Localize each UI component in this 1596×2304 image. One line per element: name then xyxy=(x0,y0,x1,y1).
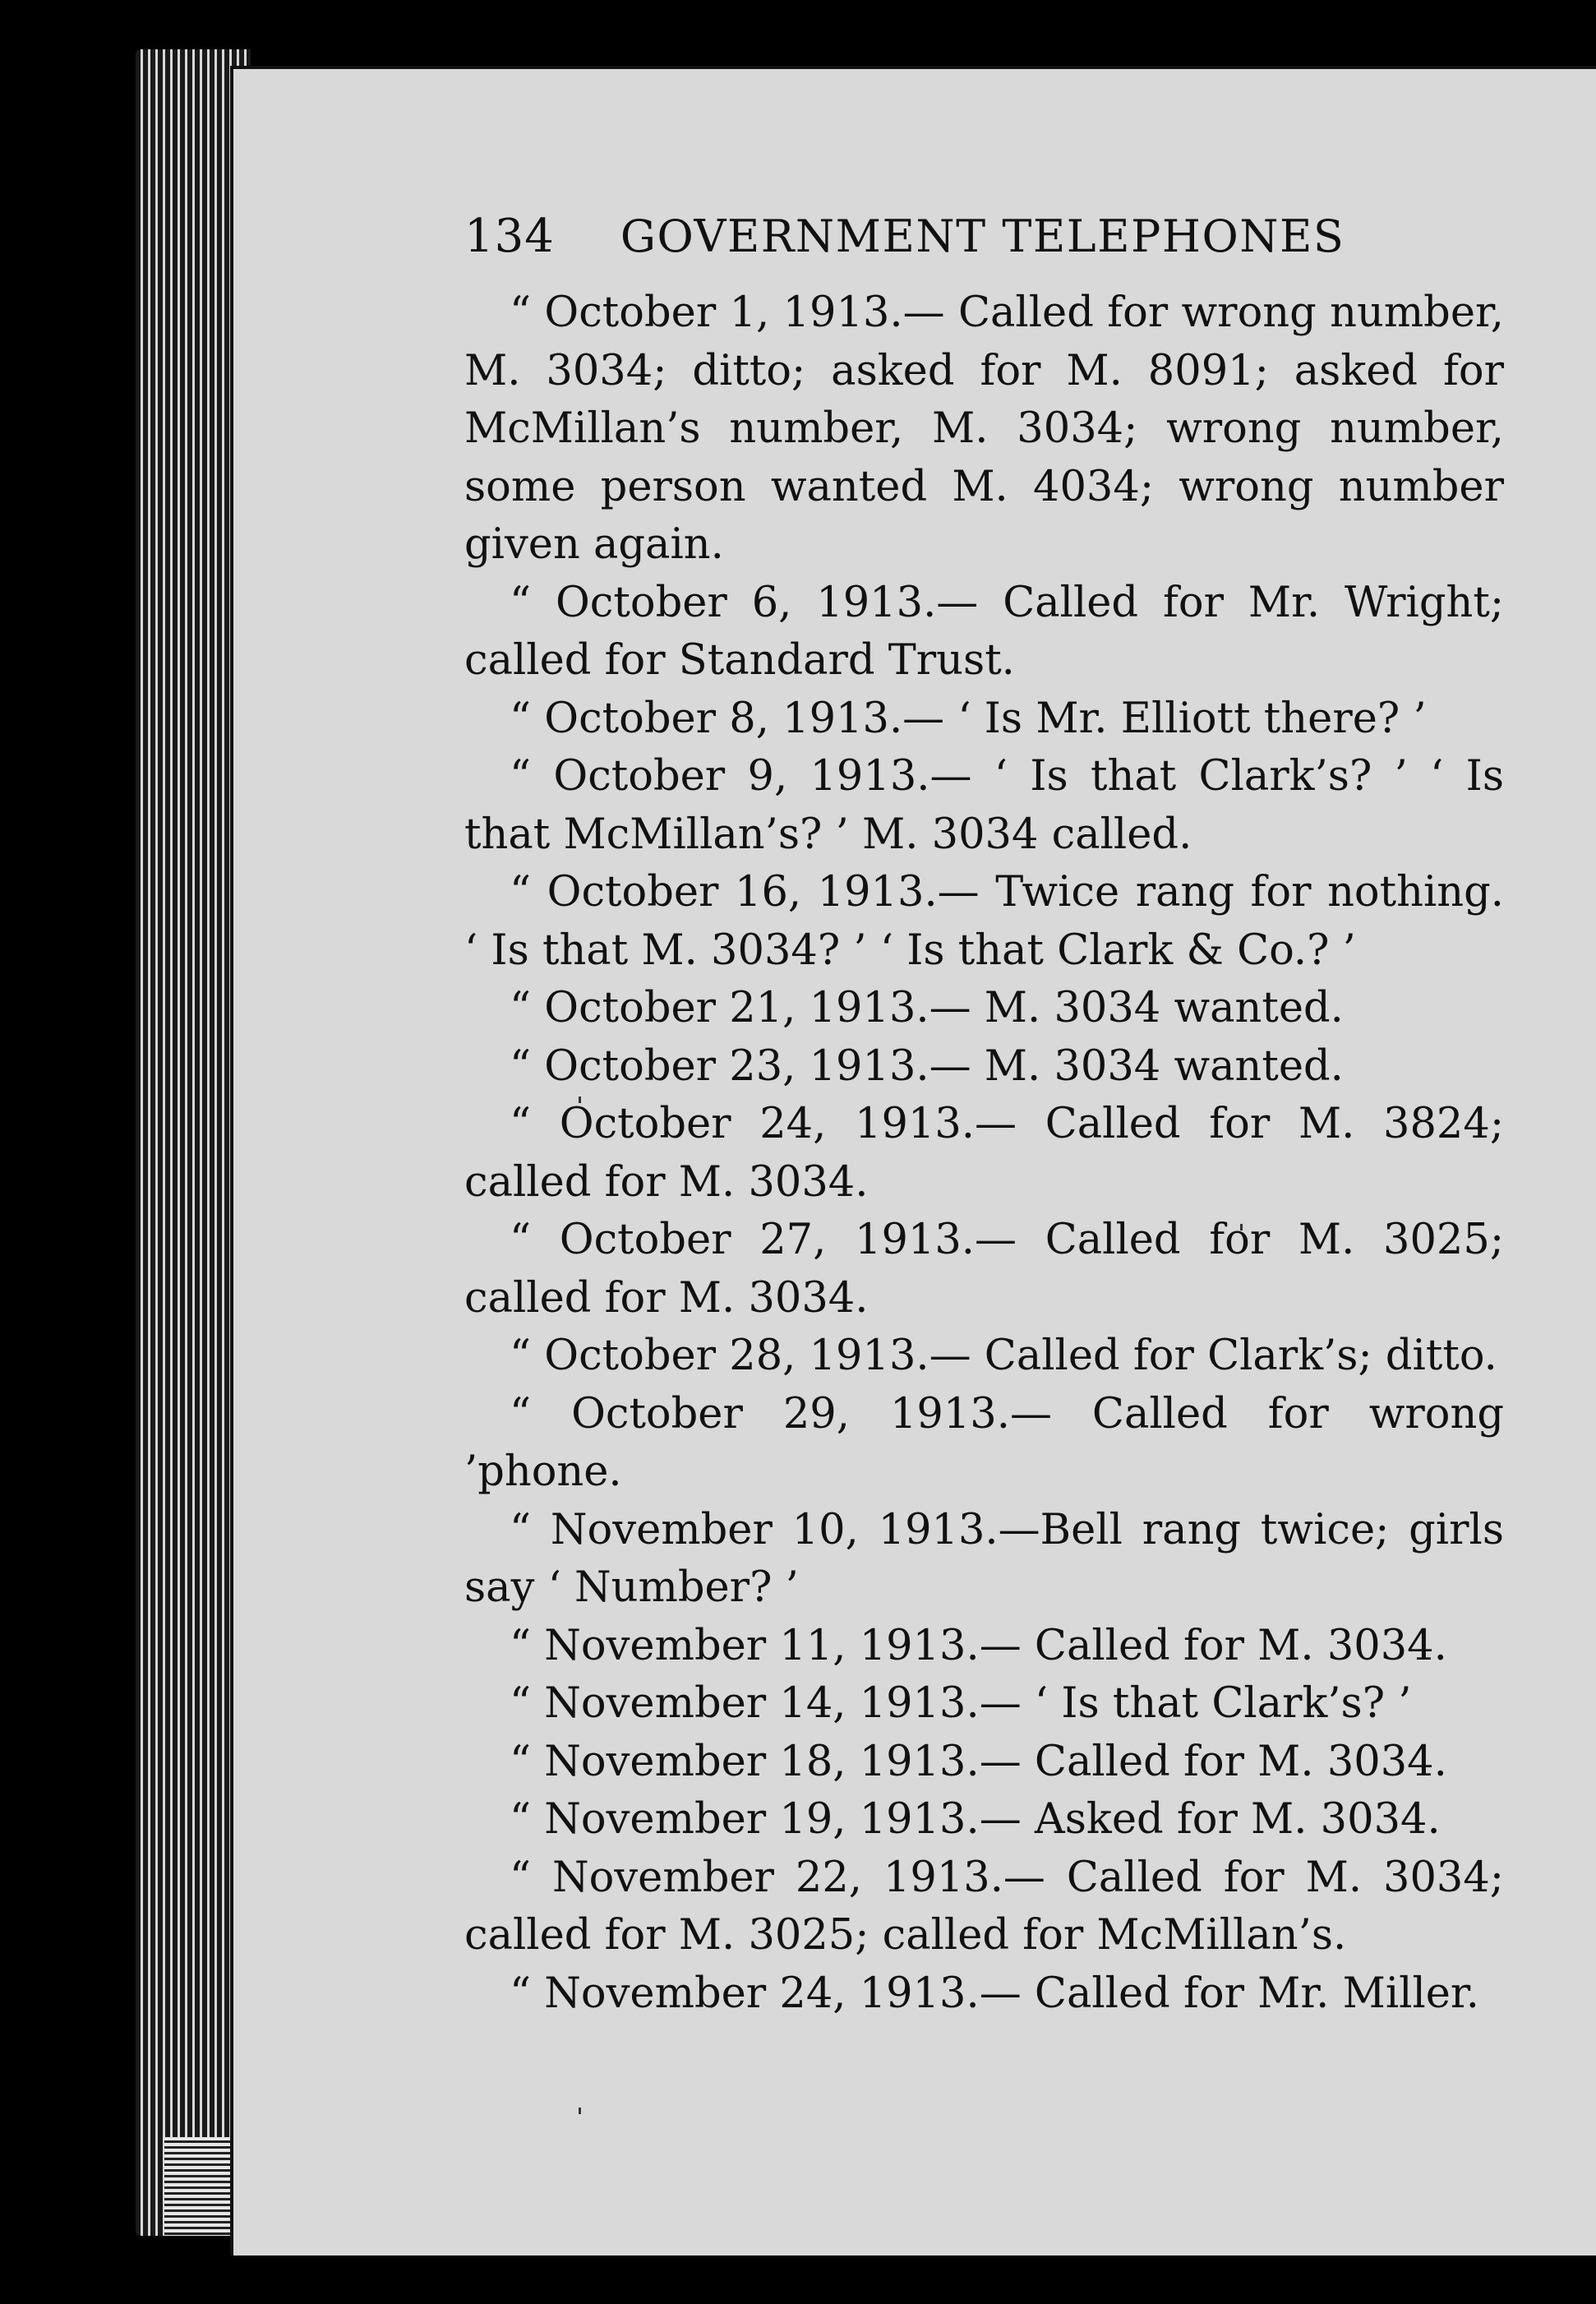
log-entry: “ October 29, 1913.— Called for wrong ’phone. xyxy=(464,1389,1504,1496)
log-entry: “ November 14, 1913.— ‘ Is that Clark’s? ’ xyxy=(510,1679,1412,1728)
log-entry: “ October 21, 1913.— M. 3034 wanted. xyxy=(510,984,1344,1032)
page-number: 134 xyxy=(464,210,555,263)
log-entry: “ October 8, 1913.— ‘ Is Mr. Elliott there? ’ xyxy=(510,694,1427,743)
log-entry: “ November 18, 1913.— Called for M. 3034. xyxy=(510,1737,1447,1786)
log-entry: “ October 6, 1913.— Called for Mr. Wright; called for Standard Trust. xyxy=(464,578,1504,685)
log-entry: “ October 23, 1913.— M. 3034 wanted. xyxy=(510,1041,1344,1091)
page-content xyxy=(464,210,1504,2023)
log-entry: “ November 22, 1913.— Called for M. 3034; called for M. 3025; called for McMillan’s. xyxy=(464,1853,1504,1960)
page-header xyxy=(464,210,1504,263)
log-entry: “ November 10, 1913.—Bell rang twice; girls say ‘ Number? ’ xyxy=(464,1505,1504,1612)
log-entry: “ October 9, 1913.— ‘ Is that Clark’s? ’ ‘ Is that McMillan’s? ’ M. 3034 called. xyxy=(464,752,1504,859)
log-entry: “ October 27, 1913.— Called for M. 3025; called for M. 3034. xyxy=(464,1216,1504,1323)
running-title: GOVERNMENT TELEPHONES xyxy=(620,210,1345,262)
log-entry: “ November 11, 1913.— Called for M. 3034. xyxy=(510,1621,1447,1670)
log-entry: “ October 24, 1913.— Called for M. 3824; called for M. 3034. xyxy=(464,1100,1504,1207)
log-entry: “ October 1, 1913.— Called for wrong number, M. 3034; ditto; asked for M. 8091; asked for McMillan’s number, M. 3034; wrong number, some person wanted M. 4034; wrong number given again. xyxy=(464,289,1504,569)
log-entry: “ October 16, 1913.— Twice rang for nothing. ‘ Is that M. 3034? ’ ‘ Is that Clark & Co.? ’ xyxy=(464,868,1504,975)
log-entry: “ November 24, 1913.— Called for Mr. Miller. xyxy=(510,1969,1479,2018)
log-entries xyxy=(464,284,1504,2023)
ink-speck xyxy=(579,2108,581,2114)
log-entry: “ October 28, 1913.— Called for Clark’s; ditto. xyxy=(510,1332,1497,1380)
log-entry: “ November 19, 1913.— Asked for M. 3034. xyxy=(510,1795,1441,1844)
